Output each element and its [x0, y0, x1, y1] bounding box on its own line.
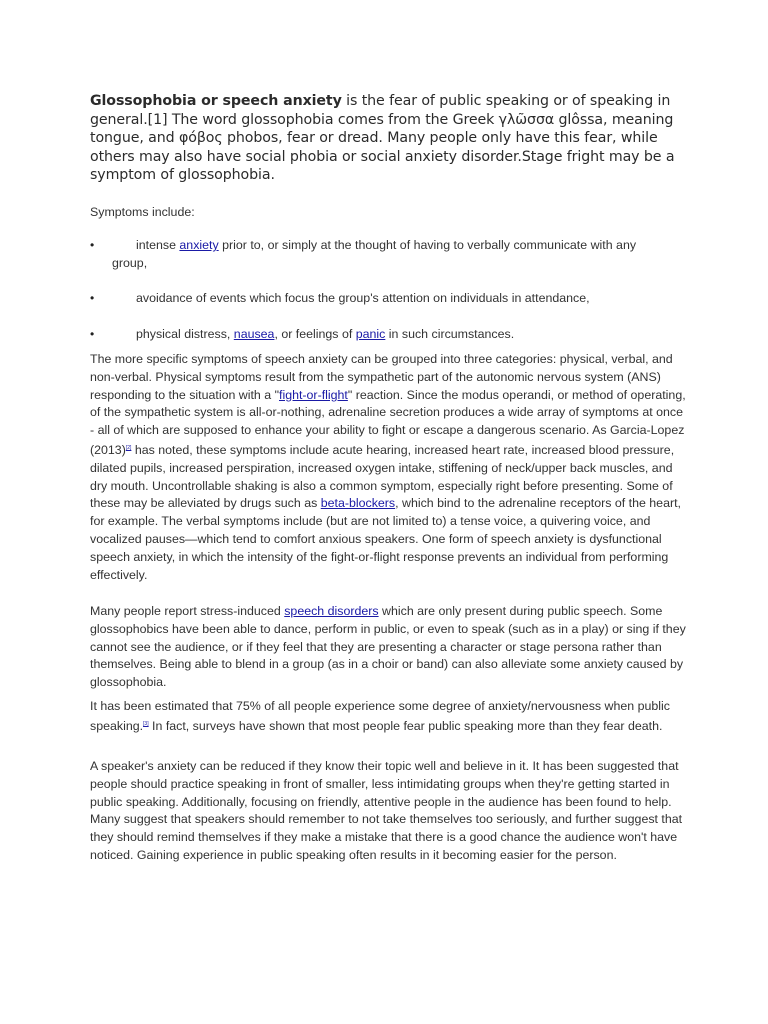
anxiety-link[interactable]: anxiety: [179, 238, 219, 252]
intro-text: is the fear of public speaking or of speaking in general.[1] The word glossophobia comes from the Greek γλῶσσα glôssa, meaning tongue, and φόβος phobos, fear or dread. Many people only have this fear, while others may also have social phobia or social anxiety disorder.Stage fright may be a symptom of glossophobia.: [90, 93, 675, 184]
bullet-marker: •: [90, 238, 95, 252]
bullet-continuation: group,: [112, 255, 148, 270]
intro-paragraph: [90, 92, 686, 185]
bullet-text: physical distress, nausea, or feelings of panic in such circumstances.: [136, 327, 515, 341]
reduction-paragraph: A speaker's anxiety can be reduced if they know their topic well and believe in it. It has been suggested that people should practice speaking in front of smaller, less intimidating groups when they're getting started in public speaking. Additionally, focusing on friendly, attentive people in the audience has been found to help. Many suggest that speakers should remember to not take themselves too seriously, and further suggest that they should remind themselves if they make a mistake that there is a good chance the audience won't have noticed. Gaining experience in public speaking often results in it becoming easier for the person.: [90, 759, 683, 862]
fight-or-flight-link[interactable]: fight-or-flight: [279, 387, 348, 402]
speech-disorders-paragraph: Many people report stress-induced speech disorders which are only present during public speech. Some glossophobics have been able to dance, perform in public, or even to speak (such as in a play) or sing if they cannot see the audience, or if they feel that they are presenting a character or stage persona rather than themselves. Being able to blend in a group (as in a choir or band) can also alleviate some anxiety caused by glossophobia.: [90, 604, 686, 690]
statistics-paragraph: It has been estimated that 75% of all people experience some degree of anxiety/nervousness when public speaking.[3] In fact, surveys have shown that most people fear public speaking more than they fear death.: [90, 699, 670, 733]
bullet-marker: •: [90, 291, 95, 305]
citation-ref[interactable]: [2]: [125, 444, 132, 451]
citation-ref[interactable]: [3]: [143, 720, 149, 727]
bullet-marker: •: [90, 327, 95, 341]
symptoms-label: Symptoms include:: [90, 205, 195, 219]
bullet-text: intense anxiety prior to, or simply at the thought of having to verbally communicate with any: [136, 238, 637, 252]
bullet-text: avoidance of events which focus the group's attention on individuals in attendance,: [136, 291, 590, 305]
glossophobia-term: Glossophobia or speech anxiety: [90, 93, 342, 109]
symptoms-paragraph: The more specific symptoms of speech anxiety can be grouped into three categories: physical, verbal, and non-verbal. Physical symptoms result from the sympathetic part of the autonomic nervous system (ANS) responding to the situation with a "fight-or-flight" reaction. Since the modus operandi, or method of operating, of the sympathetic system is all-or-nothing, adrenaline secretion produces a wide array of symptoms at once - all of which are supposed to enhance your ability to fight or escape a dangerous scenario. As Garcia-Lopez (2013)[2] has noted, these symptoms include acute hearing, increased heart rate, increased blood pressure, dilated pupils, increased perspiration, increased oxygen intake, stiffening of neck/upper back muscles, and dry mouth. Uncontrollable shaking is also a common symptom, especially right before presenting. Some of these may be alleviated by drugs such as beta-blockers, which bind to the adrenaline receptors of the heart, for example. The verbal symptoms include (but are not limited to) a tense voice, a quivering voice, and vocalized pauses—which tend to comfort anxious speakers. One form of speech anxiety is dysfunctional speech anxiety, in which the intensity of the fight-or-flight response prevents an individual from performing effectively.: [90, 352, 686, 582]
beta-blockers-link[interactable]: beta-blockers: [320, 496, 396, 511]
nausea-link[interactable]: nausea: [233, 327, 275, 341]
speech-disorders-link[interactable]: speech disorders: [284, 604, 379, 618]
panic-link[interactable]: panic: [355, 327, 386, 341]
document-page: [90, 92, 686, 862]
